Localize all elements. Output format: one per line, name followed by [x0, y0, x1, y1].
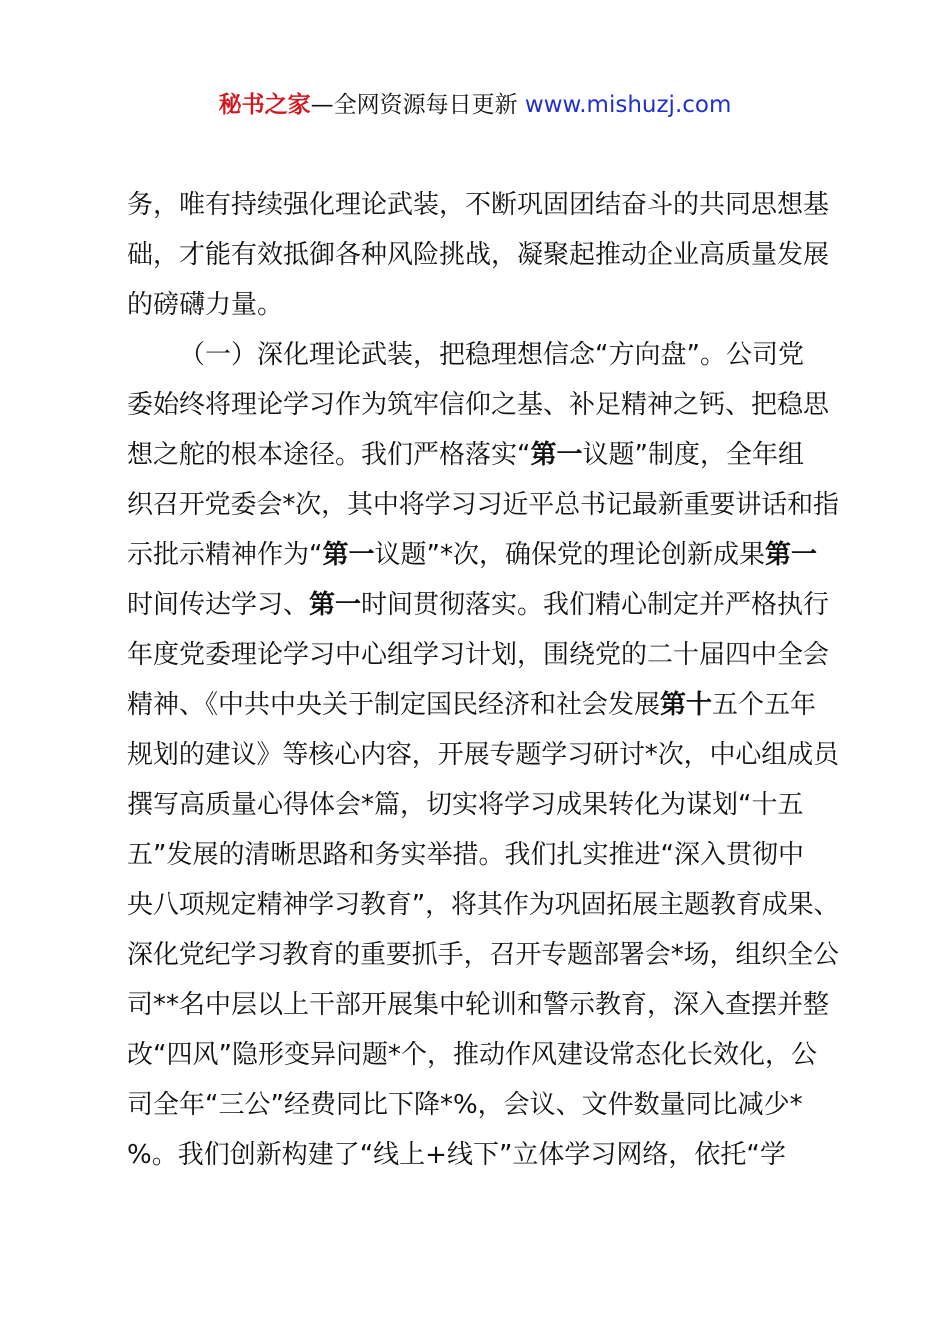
text-line — [127, 480, 839, 530]
text-segment: 五”发展的清晰思路和务实举措。我们扎实推进“深入贯彻中 — [127, 840, 804, 870]
text-segment: 撰写高质量心得体会*篇，切实将学习成果转化为谋划“十五 — [127, 790, 804, 820]
text-line — [127, 630, 839, 680]
text-line — [127, 380, 839, 430]
text-segment: 规划的建议》等核心内容，开展专题学习研讨*次，中心组成员 — [127, 740, 839, 770]
text-segment: %。我们创新构建了“线上+线下”立体学习网络，依托“学 — [127, 1140, 786, 1170]
text-line — [127, 1030, 839, 1080]
text-line — [127, 580, 839, 630]
text-line — [127, 780, 839, 830]
text-segment: 务，唯有持续强化理论武装，不断巩固团结奋斗的共同思想基 — [127, 190, 830, 220]
header-tagline: —全网资源每日更新 — [310, 92, 518, 118]
text-segment: 精神、《中共中央关于制定国民经济和社会发展 — [127, 690, 661, 720]
text-segment: 司**名中层以上干部开展集中轮训和警示教育，深入查摆并整 — [127, 990, 830, 1020]
bold-text: 第一 — [322, 540, 375, 570]
website-link[interactable]: www.mishuzj.com — [524, 92, 732, 118]
text-segment: 深化党纪学习教育的重要抓手，召开专题部署会*场，组织全公 — [127, 940, 839, 970]
text-segment: 年度党委理论学习中心组学习计划，围绕党的二十届四中全会 — [127, 640, 830, 670]
bold-text: 第一 — [309, 590, 362, 620]
text-line — [127, 1130, 839, 1180]
text-segment: 司全年“三公”经费同比下降*%，会议、文件数量同比减少* — [127, 1090, 803, 1120]
text-segment: 央八项规定精神学习教育”，将其作为巩固拓展主题教育成果、 — [127, 890, 840, 920]
text-segment: 时间传达学习、 — [127, 590, 310, 620]
text-segment: 示批示精神作为“ — [127, 540, 323, 570]
text-segment: 想之舵的根本途径。我们严格落实“ — [127, 440, 531, 470]
bold-text: 第十 — [660, 690, 713, 720]
text-segment: 织召开党委会*次，其中将学习习近平总书记最新重要讲话和指 — [127, 490, 839, 520]
text-line — [127, 680, 839, 730]
text-line — [127, 330, 839, 380]
text-segment: 改“四风”隐形变异问题*个，推动作风建设常态化长效化，公 — [127, 1040, 817, 1070]
text-line — [127, 230, 839, 280]
page-header — [0, 88, 950, 122]
text-line — [127, 930, 839, 980]
text-line — [127, 180, 839, 230]
bold-text: 第一 — [764, 540, 817, 570]
text-line — [127, 430, 839, 480]
text-segment: 时间贯彻落实。我们精心制定并严格执行 — [361, 590, 830, 620]
text-line — [127, 530, 839, 580]
bold-text: 第一 — [530, 440, 583, 470]
text-segment: 委始终将理论学习作为筑牢信仰之基、补足精神之钙、把稳思 — [127, 390, 830, 420]
text-line — [127, 980, 839, 1030]
text-segment: （一）深化理论武装，把稳理想信念“方向盘”。公司党 — [179, 340, 804, 370]
brand-name: 秘书之家 — [218, 92, 311, 118]
text-segment: 础，才能有效抵御各种风险挑战，凝聚起推动企业高质量发展 — [127, 240, 830, 270]
text-segment: 的磅礴力量。 — [127, 290, 284, 320]
document-body — [127, 180, 839, 1180]
text-line — [127, 880, 839, 930]
text-line — [127, 730, 839, 780]
text-line — [127, 830, 839, 880]
text-segment: 议题”制度，全年组 — [582, 440, 804, 470]
text-segment: 五个五年 — [712, 690, 817, 720]
text-line — [127, 280, 839, 330]
text-line — [127, 1080, 839, 1130]
text-segment: 议题”*次，确保党的理论创新成果 — [374, 540, 765, 570]
